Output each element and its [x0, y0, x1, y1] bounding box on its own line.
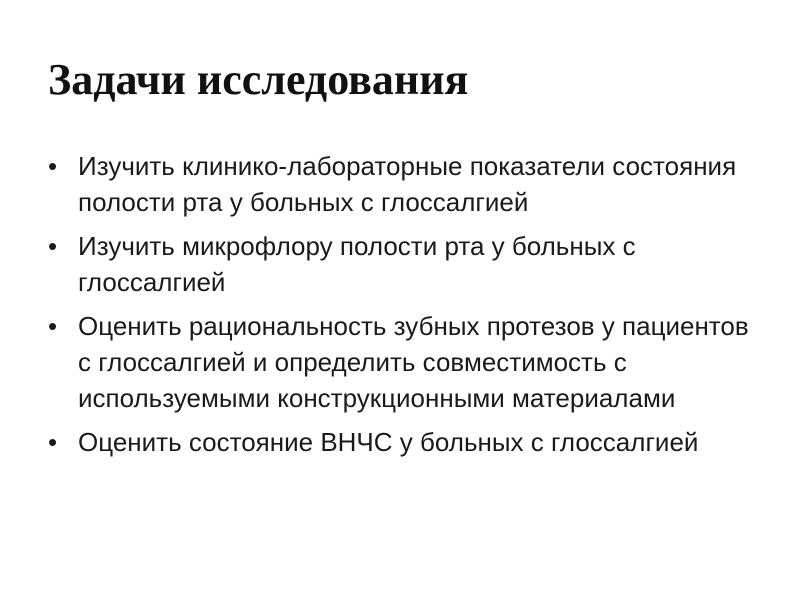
bullet-text: Оценить состояние ВНЧС у больных с глоссалгией [78, 427, 699, 457]
bullet-item [48, 308, 768, 416]
bullet-item [48, 424, 768, 460]
bullet-text: Изучить клинико-лабораторные показатели состояния полости рта у больных с глоссалгией [78, 151, 737, 217]
bullet-list [48, 148, 768, 468]
bullet-dot-icon: • [48, 311, 58, 341]
bullet-text: Оценить рациональность зубных протезов у пациентов с глоссалгией и определить совместимость с используемыми конструкционными материалами [78, 311, 749, 413]
bullet-item [48, 228, 768, 300]
bullet-text: Изучить микрофлору полости рта у больных с глоссалгией [78, 231, 636, 297]
bullet-item [48, 148, 768, 220]
bullet-dot-icon: • [48, 151, 58, 181]
bullet-dot-icon: • [48, 231, 58, 261]
bullet-dot-icon: • [48, 427, 58, 457]
slide-title: Задачи исследования [48, 55, 469, 104]
